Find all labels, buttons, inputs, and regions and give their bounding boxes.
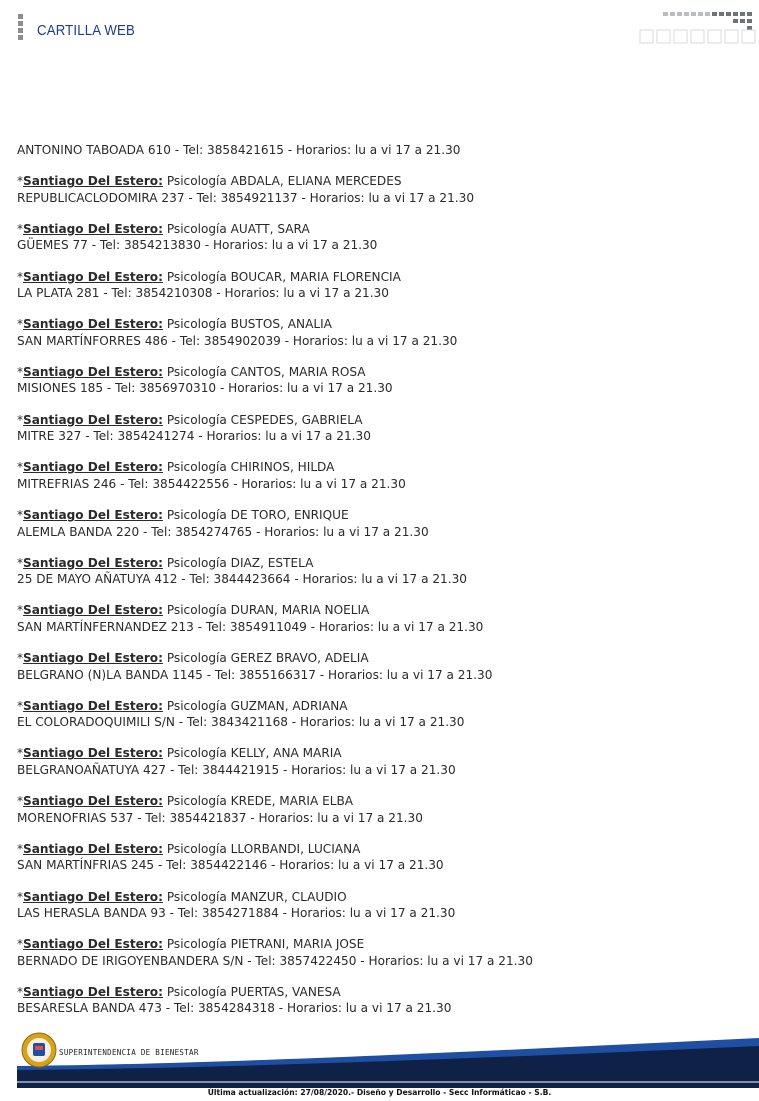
list-item <box>17 412 747 445</box>
entry-name: Psicología KELLY, ANA MARIA <box>166 746 342 761</box>
entry-location: Santiago Del Estero: <box>23 412 163 427</box>
list-item <box>17 173 747 206</box>
entry-details: MORENOFRIAS 537 - Tel: 3854421837 - Horarios: lu a vi 17 a 21.30 <box>17 810 423 825</box>
entry-location: Santiago Del Estero: <box>23 841 163 856</box>
list-item <box>17 889 747 922</box>
entry-name: Psicología CESPEDES, GABRIELA <box>166 412 363 427</box>
header-bars-icon <box>18 14 24 42</box>
entry-location: Santiago Del Estero: <box>23 460 163 475</box>
entry-location: Santiago Del Estero: <box>23 698 163 713</box>
entry-details: LA PLATA 281 - Tel: 3854210308 - Horarios: lu a vi 17 a 21.30 <box>17 286 389 301</box>
entry-details: MISIONES 185 - Tel: 3856970310 - Horarios: lu a vi 17 a 21.30 <box>17 381 393 396</box>
list-item <box>17 698 747 731</box>
entry-name: Psicología BUSTOS, ANALIA <box>166 317 332 332</box>
entry-name: Psicología DURAN, MARIA NOELIA <box>166 603 370 618</box>
entry-location: Santiago Del Estero: <box>23 746 163 761</box>
list-item <box>17 936 747 969</box>
entry-heading: *Santiago Del Estero: Psicología GUZMAN, ADRIANA <box>17 698 348 713</box>
entry-location: Santiago Del Estero: <box>23 221 163 236</box>
entry-location: Santiago Del Estero: <box>23 794 163 809</box>
entry-details: SAN MARTÍNFORRES 486 - Tel: 3854902039 - Horarios: lu a vi 17 a 21.30 <box>17 333 458 348</box>
entry-details: LAS HERASLA BANDA 93 - Tel: 3854271884 - Horarios: lu a vi 17 a 21.30 <box>17 906 456 920</box>
entry-heading: *Santiago Del Estero: Psicología CESPEDES, GABRIELA <box>17 412 363 427</box>
entry-heading: *Santiago Del Estero: Psicología BUSTOS, ANALIA <box>17 317 332 332</box>
provider-list <box>17 142 747 1032</box>
list-item <box>17 650 747 683</box>
list-item <box>17 841 747 874</box>
entry-location: Santiago Del Estero: <box>23 174 163 189</box>
entry-location: Santiago Del Estero: <box>23 269 163 284</box>
entry-details: REPUBLICACLODOMIRA 237 - Tel: 3854921137 - Horarios: lu a vi 17 a 21.30 <box>17 190 475 205</box>
entry-location: Santiago Del Estero: <box>23 651 163 666</box>
entry-location: Santiago Del Estero: <box>23 603 163 618</box>
entry-name: Psicología LLORBANDI, LUCIANA <box>166 841 361 856</box>
footer-note: Última actualización: 27/08/2020.- Diseño y Desarrollo - Secc Informáticao - S.B. <box>207 1088 552 1097</box>
entry-name: Psicología CANTOS, MARIA ROSA <box>166 364 366 379</box>
list-item <box>17 984 747 1017</box>
entry-location: Santiago Del Estero: <box>23 984 163 999</box>
list-item <box>17 602 747 635</box>
entry-heading: *Santiago Del Estero: Psicología MANZUR, CLAUDIO <box>17 889 347 904</box>
entry-location: Santiago Del Estero: <box>23 555 163 570</box>
entry-heading: *Santiago Del Estero: Psicología CHIRINOS, HILDA <box>17 460 335 475</box>
entry-details: 25 DE MAYO AÑATUYA 412 - Tel: 3844423664 - Horarios: lu a vi 17 a 21.30 <box>17 572 467 587</box>
entry-details: SAN MARTÍNFRIAS 245 - Tel: 3854422146 - Horarios: lu a vi 17 a 21.30 <box>17 858 444 873</box>
entry-location: Santiago Del Estero: <box>23 889 163 904</box>
entry-name: Psicología GEREZ BRAVO, ADELIA <box>166 651 369 666</box>
entry-name: Psicología DE TORO, ENRIQUE <box>166 508 349 522</box>
list-item <box>17 459 747 492</box>
entry-heading: *Santiago Del Estero: Psicología ABDALA, ELIANA MERCEDES <box>17 174 402 189</box>
entry-location: Santiago Del Estero: <box>23 317 163 332</box>
entry-name: Psicología MANZUR, CLAUDIO <box>166 889 347 904</box>
entry-location: Santiago Del Estero: <box>23 937 163 952</box>
entry-heading: *Santiago Del Estero: Psicología PUERTAS, VANESA <box>17 984 341 999</box>
entry-name: Psicología PIETRANI, MARIA JOSE <box>166 937 365 952</box>
entry-heading: *Santiago Del Estero: Psicología DIAZ, ESTELA <box>17 555 314 570</box>
list-item <box>17 269 747 302</box>
entry-name: Psicología AUATT, SARA <box>166 221 310 236</box>
entry-details: BERNADO DE IRIGOYENBANDERA S/N - Tel: 3857422450 - Horarios: lu a vi 17 a 21.30 <box>17 953 533 968</box>
entry-heading: *Santiago Del Estero: Psicología CANTOS, MARIA ROSA <box>17 364 366 379</box>
list-item <box>17 745 747 778</box>
entry-heading: *Santiago Del Estero: Psicología AUATT, SARA <box>17 221 310 236</box>
list-item <box>17 555 747 588</box>
entry-heading: *Santiago Del Estero: Psicología GEREZ BRAVO, ADELIA <box>17 651 369 666</box>
superintendencia-logo-icon <box>20 1031 58 1069</box>
entry-details: MITRE 327 - Tel: 3854241274 - Horarios: lu a vi 17 a 21.30 <box>17 429 371 444</box>
footer-org: SUPERINTENDENCIA DE BIENESTAR <box>59 1048 199 1057</box>
list-item <box>17 507 747 540</box>
entry-heading: *Santiago Del Estero: Psicología DE TORO, ENRIQUE <box>17 508 349 522</box>
entry-details: ALEMLA BANDA 220 - Tel: 3854274765 - Horarios: lu a vi 17 a 21.30 <box>17 524 429 539</box>
entry-name: Psicología BOUCAR, MARIA FLORENCIA <box>166 269 401 284</box>
entry-name: Psicología CHIRINOS, HILDA <box>166 460 335 475</box>
entry-heading: *Santiago Del Estero: Psicología PIETRANI, MARIA JOSE <box>17 937 365 952</box>
entry-details: ANTONINO TABOADA 610 - Tel: 3858421615 - Horarios: lu a vi 17 a 21.30 <box>17 143 461 157</box>
entry-name: Psicología KREDE, MARIA ELBA <box>166 794 354 809</box>
page-title: CARTILLA WEB <box>37 22 135 39</box>
entry-name: Psicología PUERTAS, VANESA <box>166 984 341 999</box>
entry-details: EL COLORADOQUIMILI S/N - Tel: 3843421168 - Horarios: lu a vi 17 a 21.30 <box>17 715 465 730</box>
entry-location: Santiago Del Estero: <box>23 508 163 522</box>
list-item <box>17 142 747 159</box>
entry-heading: *Santiago Del Estero: Psicología BOUCAR, MARIA FLORENCIA <box>17 269 401 284</box>
list-item <box>17 316 747 349</box>
entry-details: BELGRANO (N)LA BANDA 1145 - Tel: 3855166317 - Horarios: lu a vi 17 a 21.30 <box>17 667 493 682</box>
entry-heading: *Santiago Del Estero: Psicología KREDE, MARIA ELBA <box>17 794 354 809</box>
entry-location: Santiago Del Estero: <box>23 364 163 379</box>
entry-heading: *Santiago Del Estero: Psicología LLORBANDI, LUCIANA <box>17 841 361 856</box>
entry-heading: *Santiago Del Estero: Psicología KELLY, ANA MARIA <box>17 746 342 761</box>
list-item <box>17 221 747 254</box>
entry-details: GÜEMES 77 - Tel: 3854213830 - Horarios: lu a vi 17 a 21.30 <box>17 238 378 253</box>
entry-details: SAN MARTÍNFERNANDEZ 213 - Tel: 3854911049 - Horarios: lu a vi 17 a 21.30 <box>17 619 484 634</box>
header-decoration <box>637 10 759 46</box>
footer-banner <box>17 1030 759 1088</box>
entry-heading: *Santiago Del Estero: Psicología DURAN, MARIA NOELIA <box>17 603 370 618</box>
entry-name: Psicología GUZMAN, ADRIANA <box>166 698 348 713</box>
list-item <box>17 793 747 826</box>
entry-details: BELGRANOAÑATUYA 427 - Tel: 3844421915 - Horarios: lu a vi 17 a 21.30 <box>17 762 456 777</box>
entry-name: Psicología ABDALA, ELIANA MERCEDES <box>166 174 402 189</box>
list-item <box>17 364 747 397</box>
entry-details: BESARESLA BANDA 473 - Tel: 3854284318 - Horarios: lu a vi 17 a 21.30 <box>17 1001 452 1016</box>
entry-details: MITREFRIAS 246 - Tel: 3854422556 - Horarios: lu a vi 17 a 21.30 <box>17 476 406 491</box>
entry-name: Psicología DIAZ, ESTELA <box>166 555 314 570</box>
